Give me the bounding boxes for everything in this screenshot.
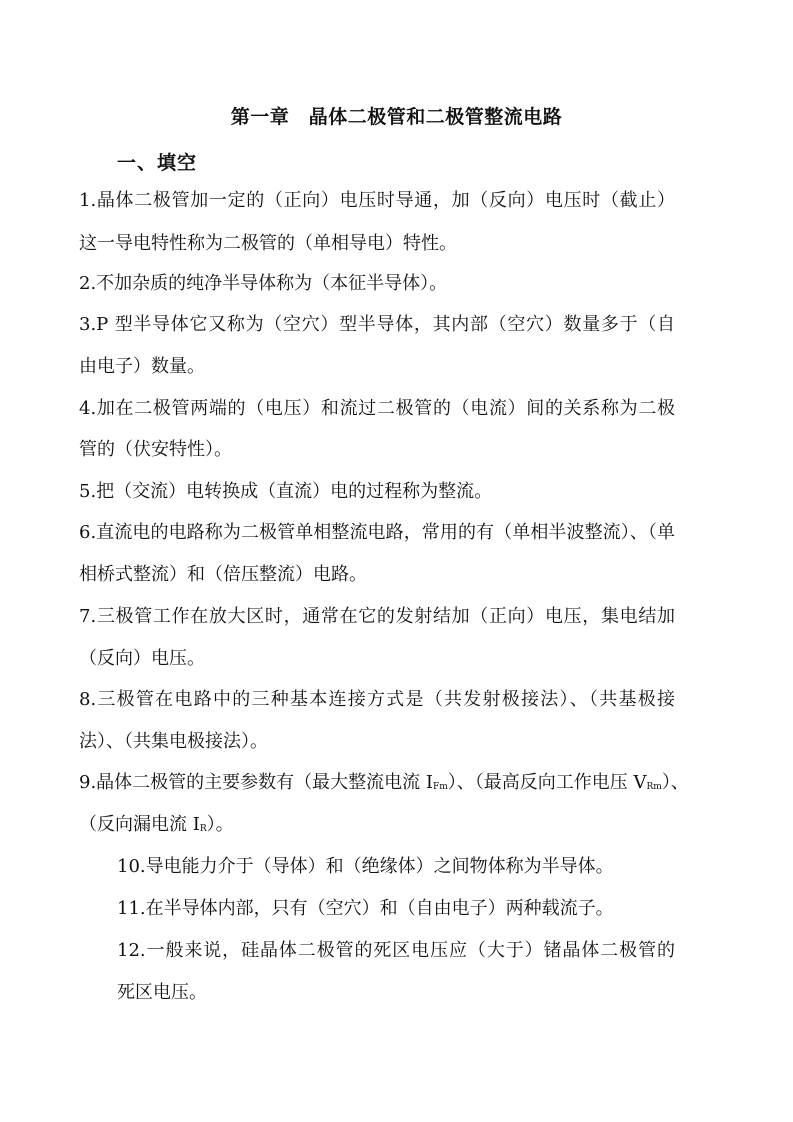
item-6-line-2: 相桥式整流）和（倍压整流）电路。 [79,564,367,585]
item-9-text-d: （反向漏电流 I [79,814,200,835]
subscript-rm: Rm [646,782,662,792]
item-4-line-2: 管的（伏安特性）。 [79,439,232,460]
item-7-line-2: （反向）电压。 [79,648,205,669]
item-5-line-1: 5.把（交流）电转换成（直流）电的过程称为整流。 [79,481,493,502]
item-12-line-1: 12.一般来说，硅晶体二极管的死区电压应（大于）锗晶体二极管的 [117,940,675,961]
item-9-text-a: 9.晶体二极管的主要参数有（最大整流电流 I [79,772,434,793]
item-12-line-2: 死区电压。 [117,982,207,1003]
chapter-title: 第一章 晶体二极管和二极管整流电路 [230,106,563,128]
item-3-line-1: 3.P 型半导体它又称为（空穴）型半导体，其内部（空穴）数量多于（自 [79,314,675,335]
section-heading: 一、填空 [117,152,198,174]
item-6-line-1: 6.直流电的电路称为二极管单相整流电路，常用的有（单相半波整流）、（单 [79,522,675,543]
subscript-fm: Fm [433,782,448,792]
item-10-line-1: 10.导电能力介于（导体）和（绝缘体）之间物体称为半导体。 [117,856,614,877]
item-9-line-1 [79,772,689,798]
item-3-line-2: 由电子）数量。 [79,356,205,377]
subscript-r: R [199,824,207,834]
item-8-line-2: 法）、（共集电极接法）。 [79,731,268,752]
item-2-line-1: 2.不加杂质的纯净半导体称为（本征半导体）。 [79,273,448,294]
item-11-line-1: 11.在半导体内部，只有（空穴）和（自由电子）两种载流子。 [117,898,614,919]
item-8-line-1: 8.三极管在电路中的三种基本连接方式是（共发射极接法）、（共基极接 [79,689,675,710]
item-9-line-2 [79,814,234,840]
item-4-line-1: 4.加在二极管两端的（电压）和流过二极管的（电流）间的关系称为二极 [79,398,675,419]
item-7-line-1: 7.三极管工作在放大区时，通常在它的发射结加（正向）电压，集电结加 [79,606,675,627]
item-9-text-e: ）。 [206,814,234,835]
item-1-line-1: 1.晶体二极管加一定的（正向）电压时导通，加（反向）电压时（截止） [79,190,675,211]
item-1-line-2: 这一导电特性称为二极管的（单相导电）特性。 [79,233,457,254]
item-9-text-b: ）、（最高反向工作电压 V [447,772,647,793]
item-9-text-c: ）、 [661,772,689,793]
